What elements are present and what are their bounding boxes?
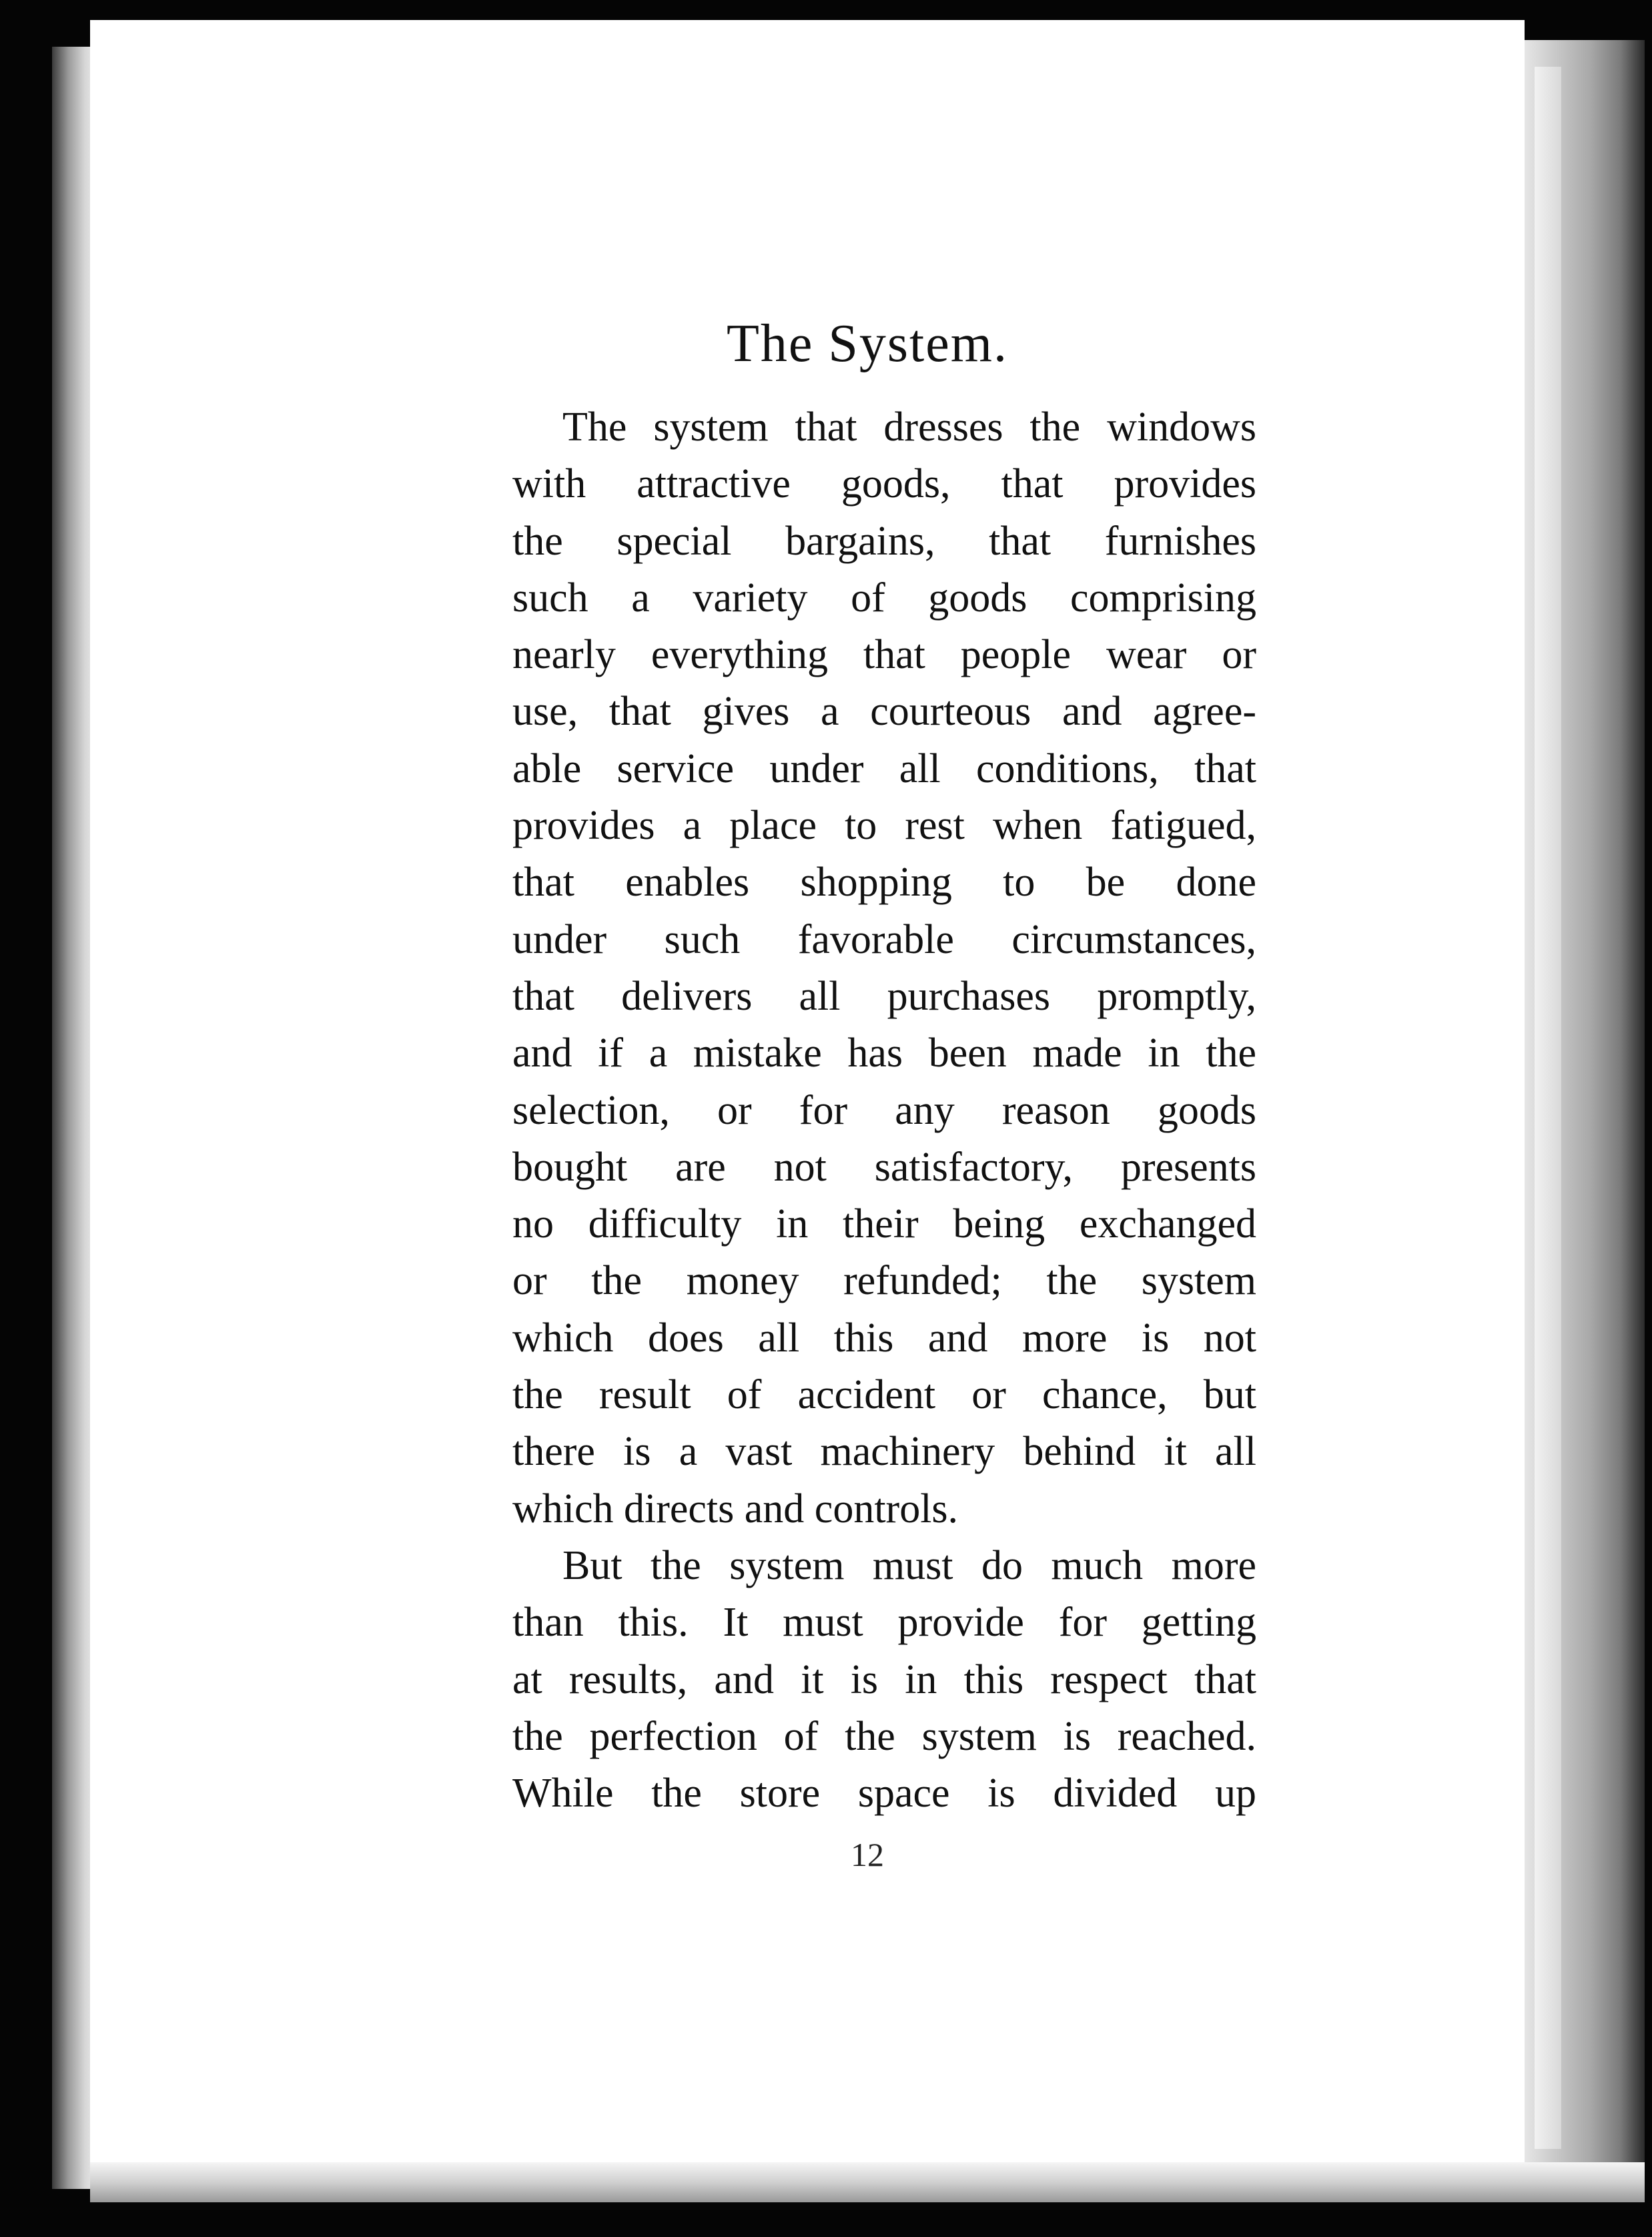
text-line: than this. It must provide for getting: [512, 1600, 1256, 1646]
text-line: at results, and it is in this respect that: [512, 1656, 1256, 1702]
text-line: that delivers all purchases promptly,: [512, 973, 1256, 1019]
bottom-page-shadow: [90, 2162, 1645, 2202]
text-line: the perfection of the system is reached.: [512, 1713, 1256, 1759]
page-title: The System.: [727, 314, 1008, 373]
text-line: While the store space is divided up: [512, 1771, 1256, 1817]
text-line: use, that gives a courteous and agree-: [512, 689, 1256, 735]
page-number: 12: [851, 1836, 884, 1873]
body-text: [512, 399, 1256, 1822]
text-line: selection, or for any reason goods: [512, 1087, 1256, 1133]
text-line: which does all this and more is not: [512, 1315, 1256, 1361]
text-line: which directs and controls.: [512, 1486, 959, 1532]
text-line: provides a place to rest when fatigued,: [512, 803, 1256, 849]
text-line: able service under all conditions, that: [512, 745, 1256, 791]
text-line: such a variety of goods comprising: [512, 575, 1256, 621]
text-line: the result of accident or chance, but: [512, 1372, 1256, 1418]
text-line: no difficulty in their being exchanged: [512, 1201, 1256, 1247]
text-line: there is a vast machinery behind it all: [512, 1429, 1256, 1475]
text-line: under such favorable circumstances,: [512, 916, 1256, 962]
text-line: bought are not satisfactory, presents: [512, 1144, 1256, 1190]
text-line: and if a mistake has been made in the: [512, 1030, 1256, 1076]
text-line: But the system must do much more: [562, 1542, 1256, 1588]
text-line: The system that dresses the windows: [562, 404, 1256, 450]
text-line: or the money refunded; the system: [512, 1258, 1256, 1304]
text-line: the special bargains, that furnishes: [512, 518, 1256, 564]
text-line: with attractive goods, that provides: [512, 461, 1256, 507]
right-page-curl: [1535, 67, 1561, 2149]
text-line: nearly everything that people wear or: [512, 632, 1256, 678]
text-line: that enables shopping to be done: [512, 860, 1256, 906]
